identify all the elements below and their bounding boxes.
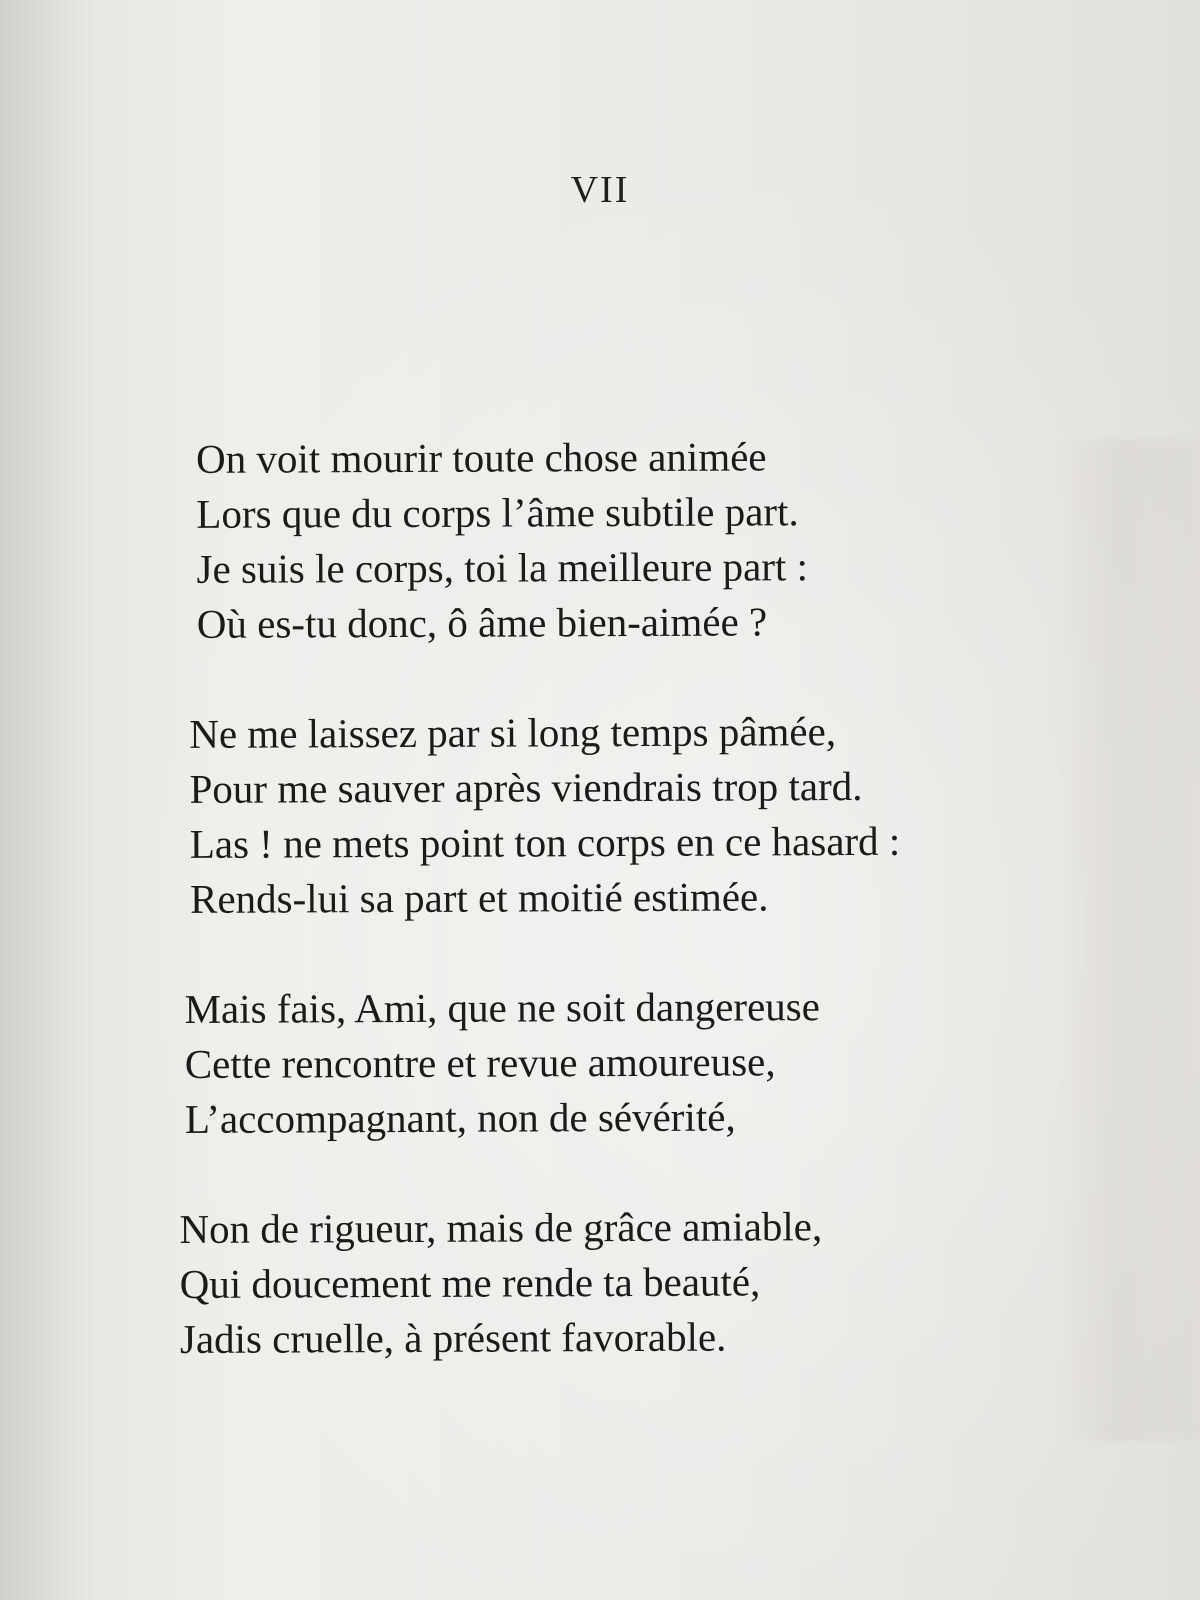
poem-line: L’accompagnant, non de sévérité, — [184, 1093, 736, 1142]
poem-line: Cette rencontre et revue amoureuse, — [184, 1038, 776, 1087]
poem-line: Non de rigueur, mais de grâce amiable, — [179, 1203, 823, 1252]
poem-line: Las ! ne mets point ton corps en ce hasard : — [189, 817, 901, 867]
poem-line: Qui doucement me rende ta beauté, — [179, 1258, 761, 1307]
poem-line: Jadis cruelle, à présent favorable. — [179, 1313, 727, 1362]
stanza-1 — [170, 428, 1121, 652]
poem-line: On voit mourir toute chose animée — [196, 433, 767, 482]
stanza-4 — [173, 1198, 1124, 1367]
poem-line: Rends-lui sa part et moitié estimée. — [189, 873, 769, 922]
poem — [170, 428, 1124, 1422]
poem-line: Où es-tu donc, ô âme bien-aimée ? — [196, 598, 768, 647]
poem-line: Lors que du corps l’âme subtile part. — [196, 488, 799, 537]
poem-line: Pour me sauver après viendrais trop tard. — [189, 762, 863, 812]
chapter-heading: VII — [570, 169, 630, 211]
stanza-3 — [172, 978, 1123, 1147]
poem-line: Ne me laissez par si long temps pâmée, — [189, 708, 837, 757]
stanza-2 — [171, 703, 1122, 927]
poem-line: Mais fais, Ami, que ne soit dangereuse — [184, 983, 820, 1032]
poem-line: Je suis le corps, toi la meilleure part : — [196, 543, 809, 592]
